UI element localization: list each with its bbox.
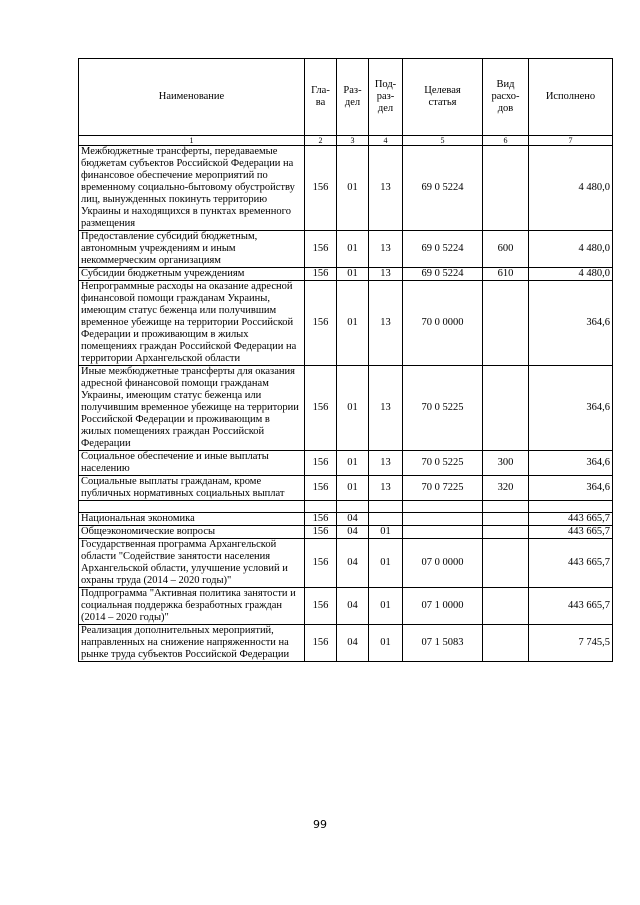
cell-razdel: 01 bbox=[337, 268, 369, 281]
cell-vid: 610 bbox=[483, 268, 529, 281]
cell-amount: 364,6 bbox=[529, 281, 613, 366]
header-glava: Гла- ва bbox=[305, 59, 337, 136]
cell-razdel: 01 bbox=[337, 476, 369, 501]
cell-name: Государственная программа Архангельской области "Содействие занятости населения Архангельской области, улучшение условий и охраны труда (2014 – 2020 годы)" bbox=[79, 539, 305, 588]
table-row bbox=[79, 625, 613, 662]
cell-razdel bbox=[337, 501, 369, 513]
cell-podrazdel bbox=[369, 501, 403, 513]
header-row bbox=[79, 59, 613, 136]
cell-podrazdel: 13 bbox=[369, 281, 403, 366]
cell-podrazdel: 13 bbox=[369, 476, 403, 501]
cell-glava: 156 bbox=[305, 281, 337, 366]
column-number: 3 bbox=[337, 136, 369, 146]
page-number: 99 bbox=[313, 818, 327, 831]
cell-razdel: 04 bbox=[337, 513, 369, 526]
table-row bbox=[79, 539, 613, 588]
cell-podrazdel: 01 bbox=[369, 526, 403, 539]
cell-target: 69 0 5224 bbox=[403, 268, 483, 281]
table-row bbox=[79, 501, 613, 513]
cell-vid: 320 bbox=[483, 476, 529, 501]
cell-name: Субсидии бюджетным учреждениям bbox=[79, 268, 305, 281]
cell-vid: 300 bbox=[483, 451, 529, 476]
cell-podrazdel: 13 bbox=[369, 231, 403, 268]
cell-amount: 443 665,7 bbox=[529, 513, 613, 526]
table-row bbox=[79, 451, 613, 476]
cell-glava: 156 bbox=[305, 146, 337, 231]
cell-razdel: 01 bbox=[337, 281, 369, 366]
table-row bbox=[79, 526, 613, 539]
cell-amount: 7 745,5 bbox=[529, 625, 613, 662]
cell-name: Реализация дополнительных мероприятий, направленных на снижение напряженности на рынке труда субъектов Российской Федерации bbox=[79, 625, 305, 662]
cell-razdel: 04 bbox=[337, 539, 369, 588]
cell-glava: 156 bbox=[305, 588, 337, 625]
cell-amount: 4 480,0 bbox=[529, 231, 613, 268]
cell-amount: 443 665,7 bbox=[529, 539, 613, 588]
column-number: 7 bbox=[529, 136, 613, 146]
cell-vid bbox=[483, 281, 529, 366]
cell-amount: 364,6 bbox=[529, 366, 613, 451]
cell-name: Иные межбюджетные трансферты для оказания адресной финансовой помощи гражданам Украины, имеющим статус беженца или получившим временное убежище на территории Российской Федерации и проживающим в жилых помещениях граждан Российской Федерации bbox=[79, 366, 305, 451]
cell-name: Общеэкономические вопросы bbox=[79, 526, 305, 539]
cell-vid: 600 bbox=[483, 231, 529, 268]
cell-name bbox=[79, 501, 305, 513]
cell-razdel: 04 bbox=[337, 625, 369, 662]
budget-table bbox=[78, 58, 613, 662]
cell-vid bbox=[483, 501, 529, 513]
cell-glava: 156 bbox=[305, 625, 337, 662]
cell-glava: 156 bbox=[305, 451, 337, 476]
cell-target: 69 0 5224 bbox=[403, 231, 483, 268]
cell-amount: 4 480,0 bbox=[529, 146, 613, 231]
cell-vid bbox=[483, 513, 529, 526]
cell-target: 70 0 5225 bbox=[403, 451, 483, 476]
cell-razdel: 01 bbox=[337, 451, 369, 476]
header-vid: Вид расхо- дов bbox=[483, 59, 529, 136]
cell-target bbox=[403, 501, 483, 513]
cell-razdel: 01 bbox=[337, 231, 369, 268]
cell-glava: 156 bbox=[305, 476, 337, 501]
cell-name: Национальная экономика bbox=[79, 513, 305, 526]
cell-podrazdel: 01 bbox=[369, 539, 403, 588]
cell-glava: 156 bbox=[305, 539, 337, 588]
cell-glava: 156 bbox=[305, 268, 337, 281]
cell-name: Социальное обеспечение и иные выплаты населению bbox=[79, 451, 305, 476]
cell-target: 70 0 0000 bbox=[403, 281, 483, 366]
table-body bbox=[79, 146, 613, 662]
table-row bbox=[79, 231, 613, 268]
cell-podrazdel: 01 bbox=[369, 625, 403, 662]
cell-target: 70 0 5225 bbox=[403, 366, 483, 451]
cell-amount: 443 665,7 bbox=[529, 526, 613, 539]
cell-podrazdel bbox=[369, 513, 403, 526]
cell-target: 69 0 5224 bbox=[403, 146, 483, 231]
cell-amount bbox=[529, 501, 613, 513]
header-razdel: Раз- дел bbox=[337, 59, 369, 136]
column-number: 1 bbox=[79, 136, 305, 146]
cell-razdel: 04 bbox=[337, 588, 369, 625]
cell-podrazdel: 13 bbox=[369, 366, 403, 451]
cell-amount: 443 665,7 bbox=[529, 588, 613, 625]
cell-glava bbox=[305, 501, 337, 513]
column-number: 2 bbox=[305, 136, 337, 146]
cell-razdel: 01 bbox=[337, 146, 369, 231]
cell-glava: 156 bbox=[305, 513, 337, 526]
cell-glava: 156 bbox=[305, 366, 337, 451]
table-row bbox=[79, 281, 613, 366]
cell-name: Межбюджетные трансферты, передаваемые бюджетам субъектов Российской Федерации на финансовое обеспечение мероприятий по временному социально-бытовому обустройству лиц, вынужденных покинуть территорию Украины и находящихся в пунктах временного размещения bbox=[79, 146, 305, 231]
cell-target: 07 0 0000 bbox=[403, 539, 483, 588]
cell-podrazdel: 13 bbox=[369, 451, 403, 476]
cell-glava: 156 bbox=[305, 526, 337, 539]
cell-razdel: 04 bbox=[337, 526, 369, 539]
header-podrazdel: Под- раз- дел bbox=[369, 59, 403, 136]
cell-name: Подпрограмма "Активная политика занятости и социальная поддержка безработных граждан (2014 – 2020 годы)" bbox=[79, 588, 305, 625]
column-number-row bbox=[79, 136, 613, 146]
cell-razdel: 01 bbox=[337, 366, 369, 451]
cell-amount: 364,6 bbox=[529, 476, 613, 501]
cell-name: Предоставление субсидий бюджетным, автономным учреждениям и иным некоммерческим организациям bbox=[79, 231, 305, 268]
cell-vid bbox=[483, 625, 529, 662]
cell-amount: 364,6 bbox=[529, 451, 613, 476]
cell-amount: 4 480,0 bbox=[529, 268, 613, 281]
header-name: Наименование bbox=[79, 59, 305, 136]
cell-target bbox=[403, 526, 483, 539]
header-executed: Исполнено bbox=[529, 59, 613, 136]
cell-podrazdel: 13 bbox=[369, 268, 403, 281]
cell-target: 07 1 0000 bbox=[403, 588, 483, 625]
cell-target: 70 0 7225 bbox=[403, 476, 483, 501]
table-row bbox=[79, 146, 613, 231]
cell-name: Социальные выплаты гражданам, кроме публичных нормативных социальных выплат bbox=[79, 476, 305, 501]
cell-podrazdel: 13 bbox=[369, 146, 403, 231]
cell-vid bbox=[483, 539, 529, 588]
cell-name: Непрограммные расходы на оказание адресной финансовой помощи гражданам Украины, имеющим статус беженца или получившим временное убежище на территории Российской Федерации и проживающим в жилых помещениях граждан Российской Федерации на территории Архангельской области bbox=[79, 281, 305, 366]
table-row bbox=[79, 476, 613, 501]
cell-vid bbox=[483, 366, 529, 451]
cell-vid bbox=[483, 526, 529, 539]
header-target: Целевая статья bbox=[403, 59, 483, 136]
cell-target bbox=[403, 513, 483, 526]
table-row bbox=[79, 268, 613, 281]
cell-vid bbox=[483, 588, 529, 625]
column-number: 4 bbox=[369, 136, 403, 146]
cell-vid bbox=[483, 146, 529, 231]
cell-glava: 156 bbox=[305, 231, 337, 268]
cell-target: 07 1 5083 bbox=[403, 625, 483, 662]
column-number: 6 bbox=[483, 136, 529, 146]
table-row bbox=[79, 513, 613, 526]
cell-podrazdel: 01 bbox=[369, 588, 403, 625]
table-row bbox=[79, 366, 613, 451]
column-number: 5 bbox=[403, 136, 483, 146]
table-row bbox=[79, 588, 613, 625]
